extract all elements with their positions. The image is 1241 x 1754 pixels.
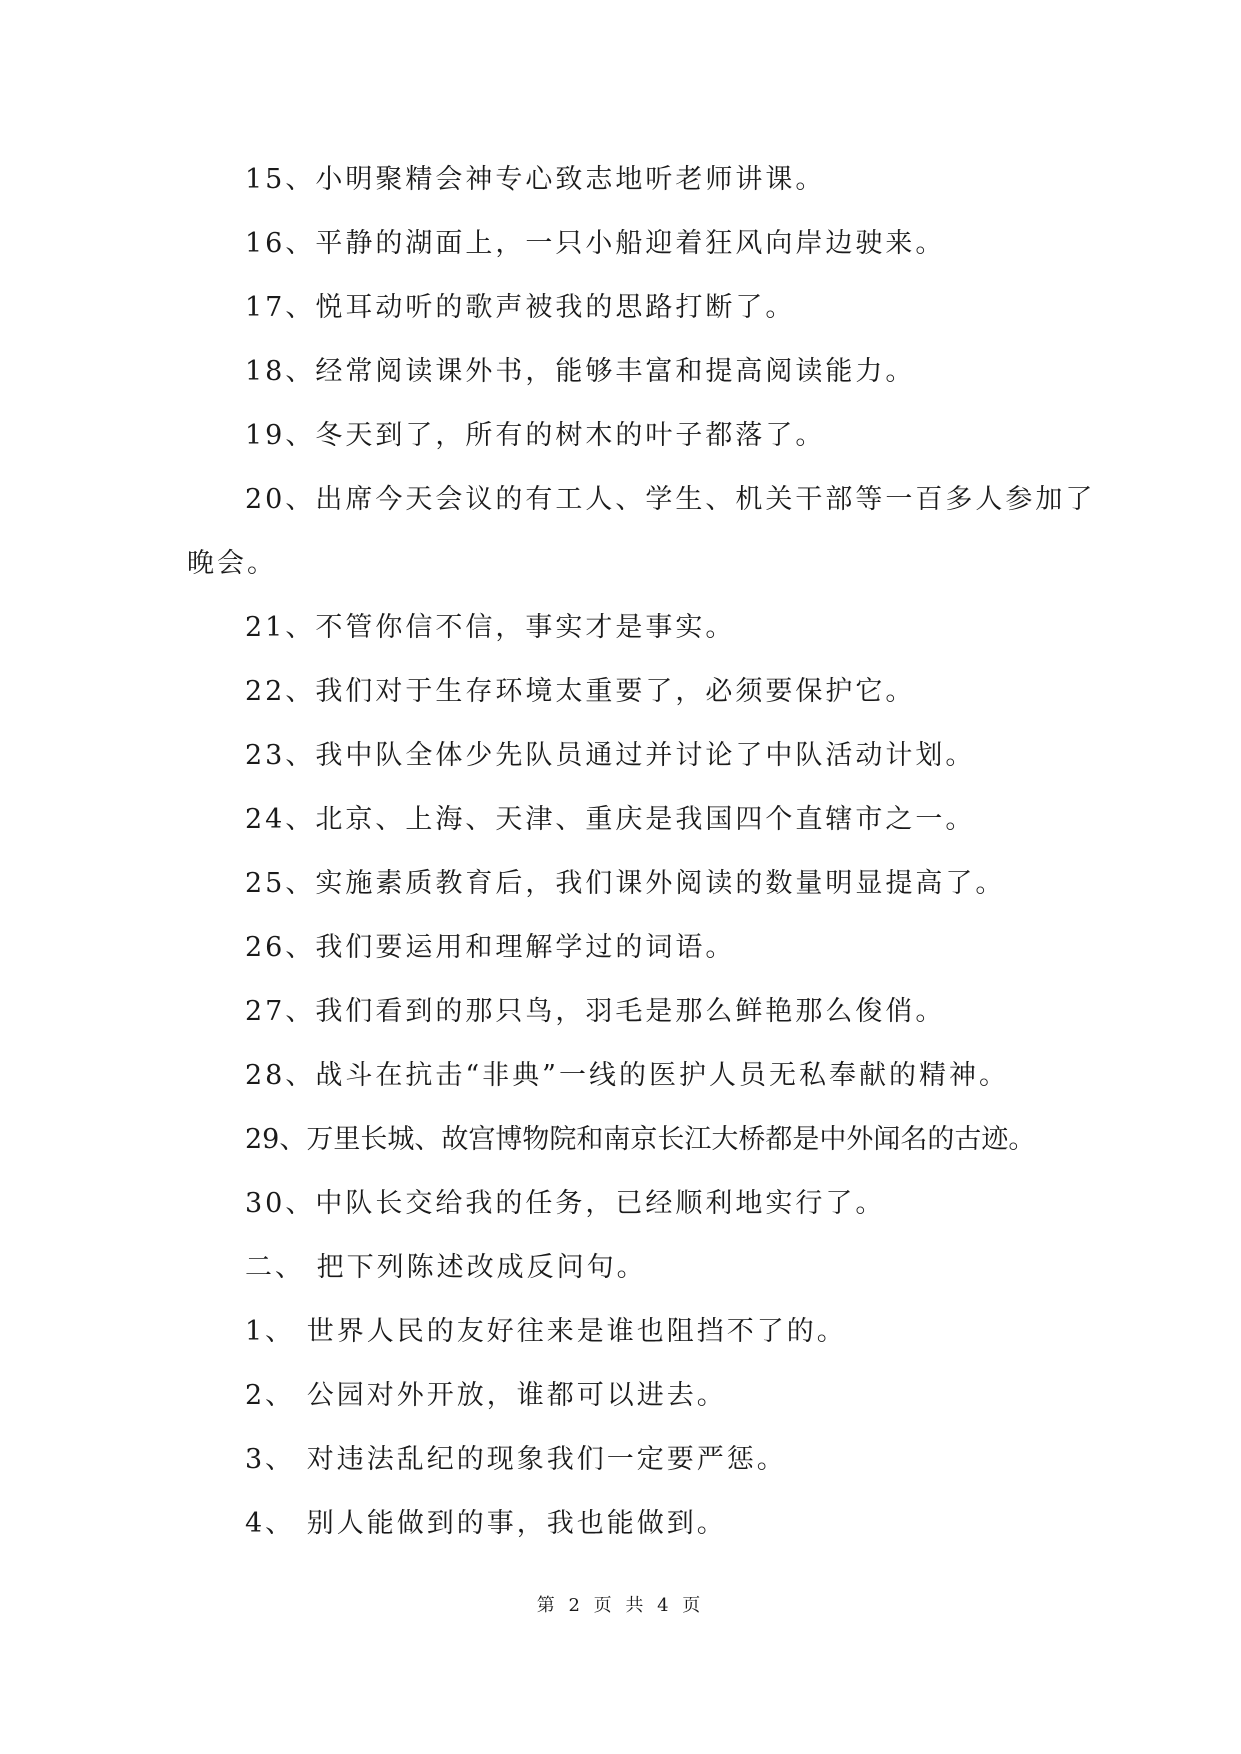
page-number-footer: 第 2 页 共 4 页	[536, 1595, 705, 1616]
list-item: 23、我中队全体少先队员通过并讨论了中队活动计划。	[245, 740, 976, 771]
list-item: 4、 别人能做到的事，我也能做到。	[245, 1508, 727, 1539]
list-item: 26、我们要运用和理解学过的词语。	[245, 932, 736, 963]
document-body	[187, 160, 1096, 1568]
list-item-continuation: 晚会。	[187, 548, 277, 579]
list-item: 16、平静的湖面上，一只小船迎着狂风向岸边驶来。	[245, 228, 946, 259]
list-item: 3、 对违法乱纪的现象我们一定要严惩。	[245, 1444, 787, 1475]
list-item: 21、不管你信不信，事实才是事实。	[245, 612, 736, 643]
list-item: 24、北京、上海、天津、重庆是我国四个直辖市之一。	[245, 804, 976, 835]
list-item: 30、中队长交给我的任务，已经顺利地实行了。	[245, 1188, 886, 1219]
list-item: 1、 世界人民的友好往来是谁也阻挡不了的。	[245, 1316, 847, 1347]
list-item: 27、我们看到的那只鸟，羽毛是那么鲜艳那么俊俏。	[245, 996, 946, 1027]
list-item: 22、我们对于生存环境太重要了，必须要保护它。	[245, 676, 916, 707]
list-item: 20、出席今天会议的有工人、学生、机关干部等一百多人参加了	[245, 484, 1096, 515]
list-item: 25、实施素质教育后，我们课外阅读的数量明显提高了。	[245, 868, 1006, 899]
list-item: 29、万里长城、故宫博物院和南京长江大桥都是中外闻名的古迹。	[245, 1124, 1036, 1155]
list-item: 18、经常阅读课外书，能够丰富和提高阅读能力。	[245, 356, 916, 387]
list-item: 19、冬天到了，所有的树木的叶子都落了。	[245, 420, 826, 451]
list-item: 2、 公园对外开放，谁都可以进去。	[245, 1380, 727, 1411]
list-item: 17、悦耳动听的歌声被我的思路打断了。	[245, 292, 796, 323]
list-item: 15、小明聚精会神专心致志地听老师讲课。	[245, 164, 826, 195]
list-item: 28、战斗在抗击“非典”一线的医护人员无私奉献的精神。	[245, 1060, 1009, 1091]
section-heading: 二、 把下列陈述改成反问句。	[245, 1252, 647, 1283]
